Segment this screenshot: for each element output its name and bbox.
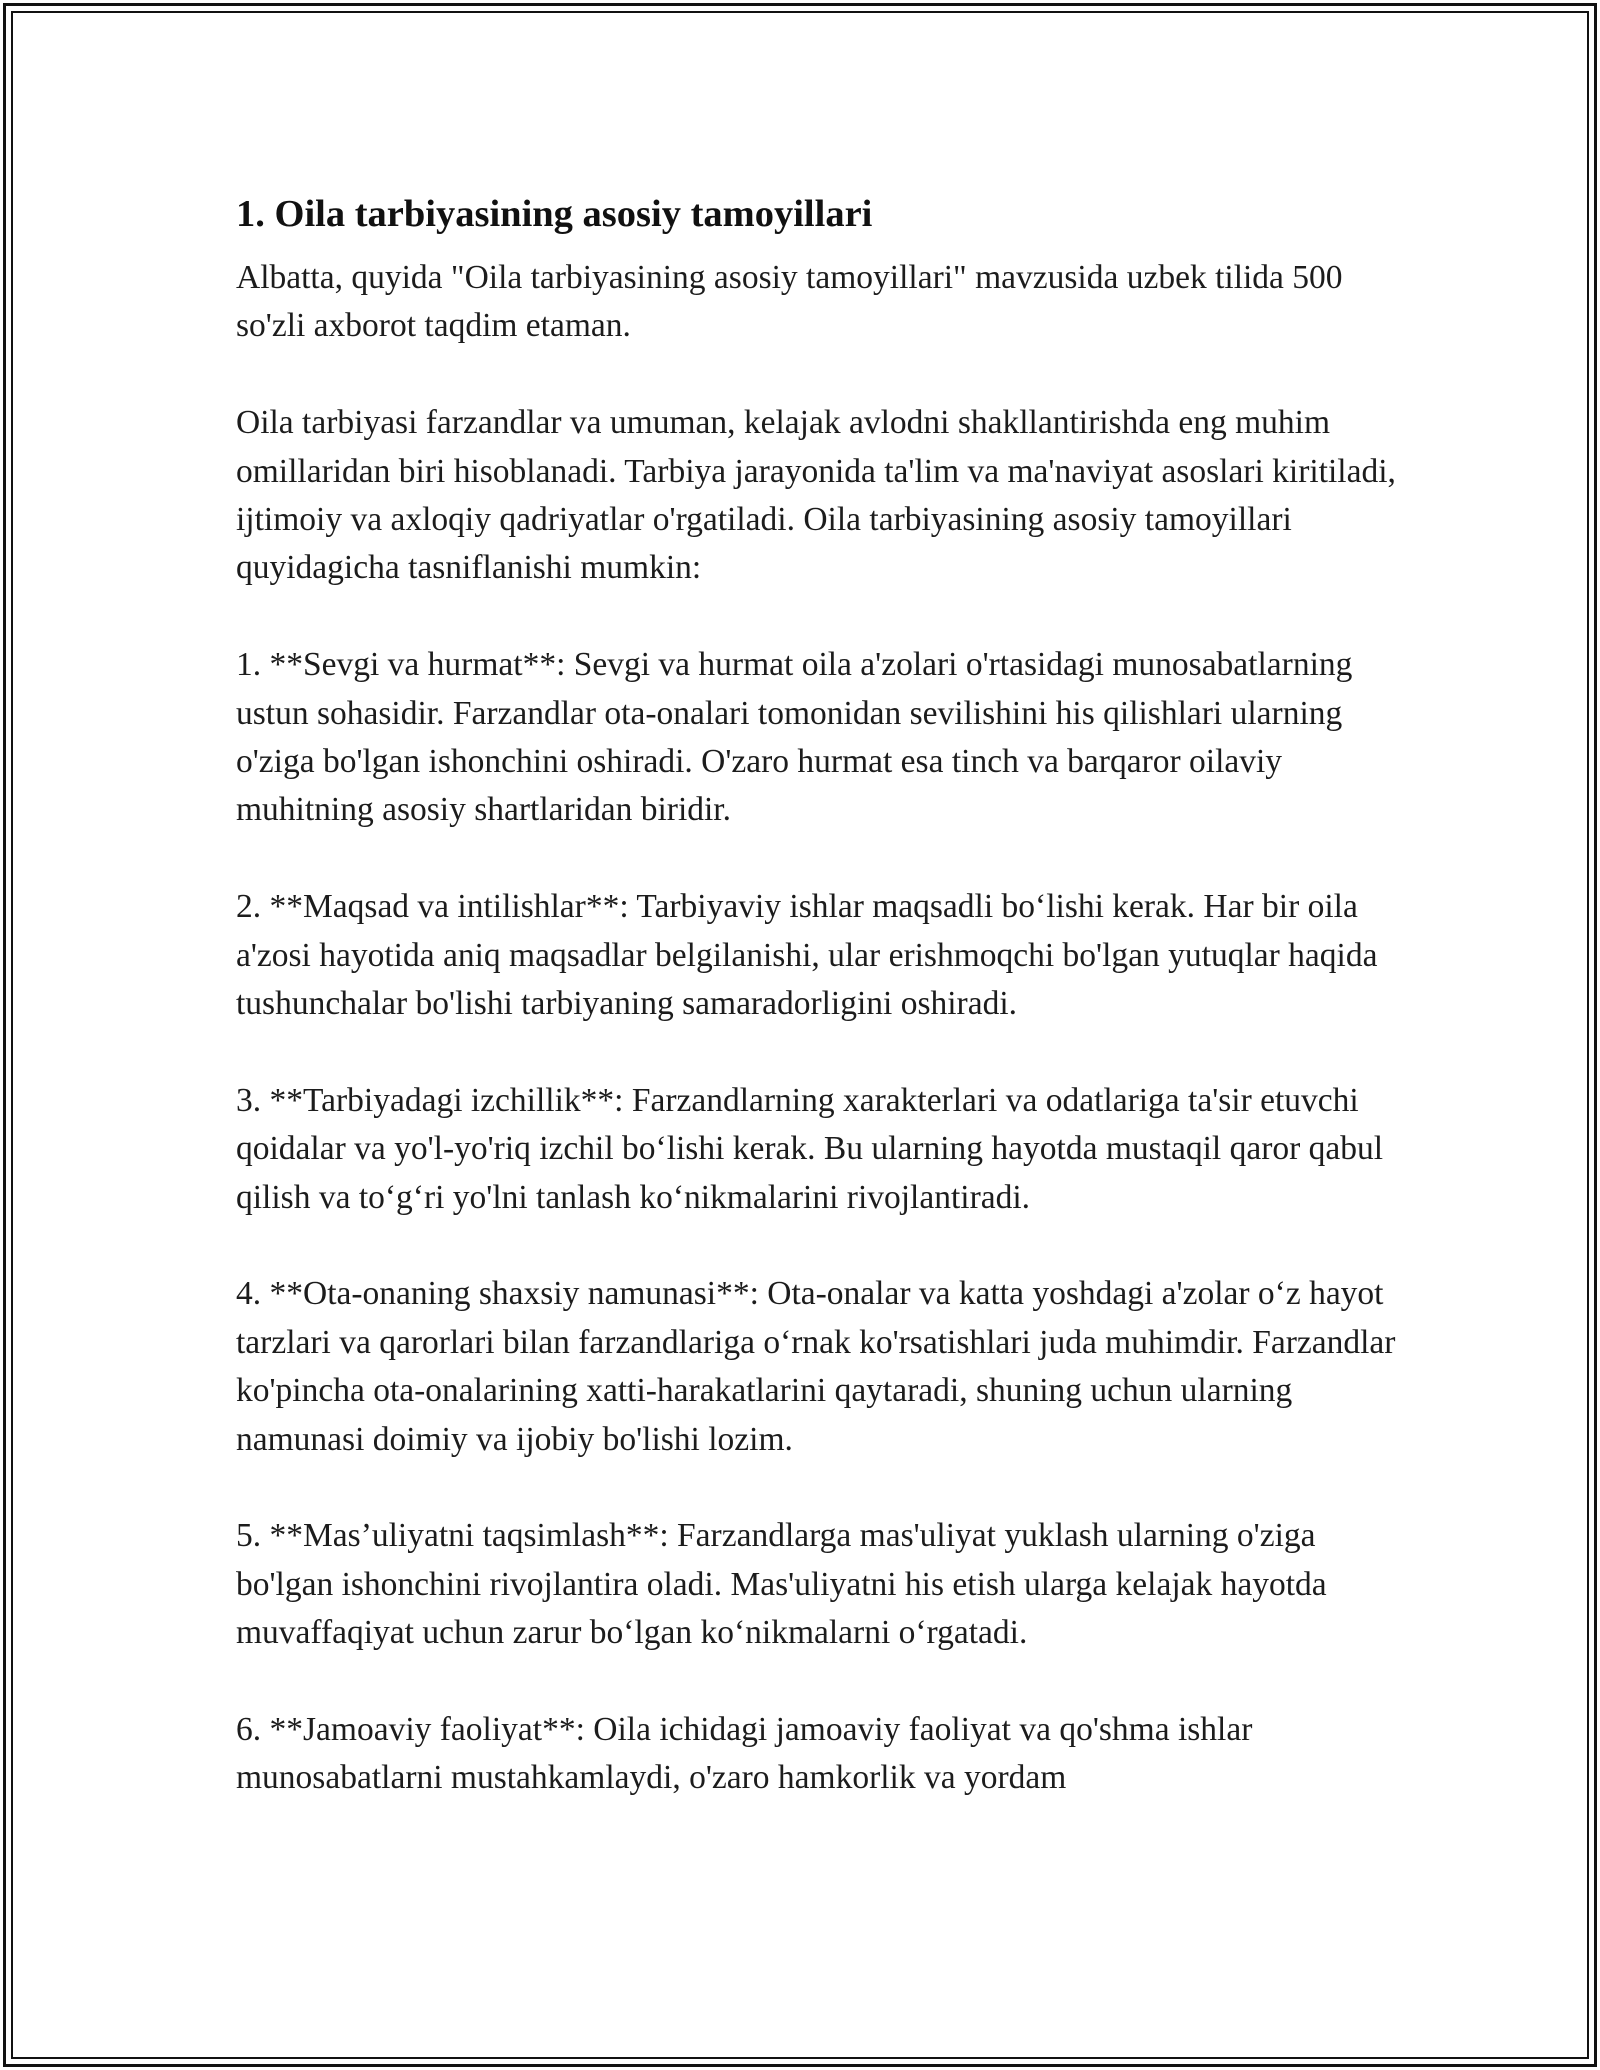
- overview-paragraph: Oila tarbiyasi farzandlar va umuman, kelajak avlodni shakllantirishda eng muhim omillaridan biri hisoblanadi. Tarbiya jarayonida ta'lim va ma'naviyat asoslari kiritiladi, ijtimoiy va axloqiy qadriyatlar o'rgatiladi. Oila tarbiyasining asosiy tamoyillari quyidagicha tasniflanishi mumkin:: [236, 404, 1396, 587]
- section-heading: 1. Oila tarbiyasining asosiy tamoyillari: [236, 193, 873, 235]
- principle-goals: 2. **Maqsad va intilishlar**: Tarbiyaviy ishlar maqsadli bo‘lishi kerak. Har bir oila a'zosi hayotida aniq maqsadlar belgilanishi, ular erishmoqchi bo'lgan yutuqlar haqida tushunchalar bo'lishi tarbiyaning samaradorligini oshiradi.: [236, 888, 1378, 1023]
- principle-consistency: 3. **Tarbiyadagi izchillik**: Farzandlarning xarakterlari va odatlariga ta'sir etuvchi qoidalar va yo'l-yo'riq izchil bo‘lishi kerak. Bu ularning hayotda mustaqil qaror qabul qilish va to‘g‘ri yo'lni tanlash ko‘nikmalarini rivojlantiradi.: [236, 1081, 1384, 1216]
- principle-responsibility: 5. **Mas’uliyatni taqsimlash**: Farzandlarga mas'uliyat yuklash ularning o'ziga bo'lgan ishonchini rivojlantira oladi. Mas'uliyatni his etish ularga kelajak hayotda muvaffaqiyat uchun zarur bo‘lgan ko‘nikmalarni o‘rgatadi.: [236, 1517, 1327, 1652]
- document-body: [236, 186, 1406, 1803]
- intro-paragraph: Albatta, quyida "Oila tarbiyasining asosiy tamoyillari" mavzusida uzbek tilida 500 so'zli axborot taqdim etaman.: [236, 259, 1343, 345]
- principle-parent-example: 4. **Ota-onaning shaxsiy namunasi**: Ota-onalar va katta yoshdagi a'zolar o‘z hayot tarzlari va qarorlari bilan farzandlariga o‘rnak ko'rsatishlari juda muhimdir. Farzandlar ko'pincha ota-onalarining xatti-harakatlarini qaytaradi, shuning uchun ularning namunasi doimiy va ijobiy bo'lishi lozim.: [236, 1275, 1396, 1458]
- principle-collective-activity: 6. **Jamoaviy faoliyat**: Oila ichidagi jamoaviy faoliyat va qo'shma ishlar munosabatlarni mustahkamlaydi, o'zaro hamkorlik va yordam: [236, 1711, 1253, 1797]
- principle-love-respect: 1. **Sevgi va hurmat**: Sevgi va hurmat oila a'zolari o'rtasidagi munosabatlarning ustun sohasidir. Farzandlar ota-onalari tomonidan sevilishini his qilishlari ularning o'ziga bo'lgan ishonchini oshiradi. O'zaro hurmat esa tinch va barqaror oilaviy muhitning asosiy shartlaridan biridir.: [236, 646, 1353, 829]
